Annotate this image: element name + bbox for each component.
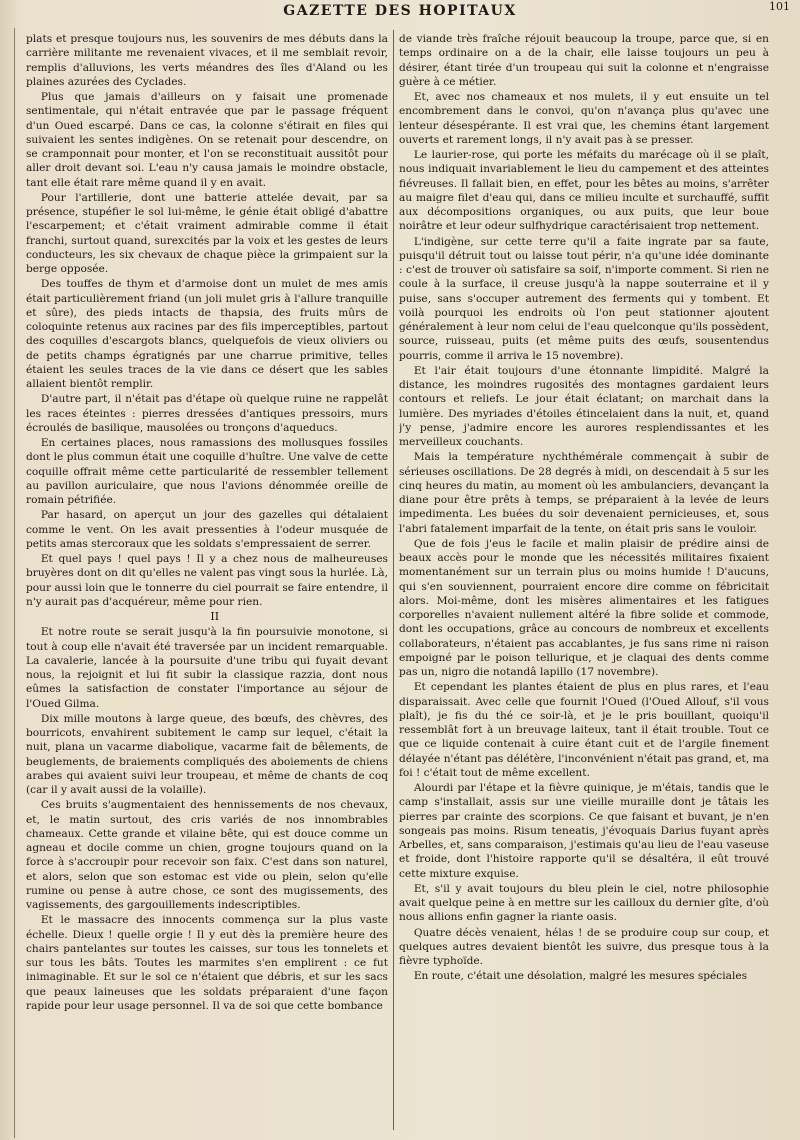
margin-rule — [14, 28, 15, 1138]
paragraph: Et l'air était toujours d'une étonnante limpidité. Malgré la distance, les moindres rugosités des montagnes gardaient leurs contours et reliefs. Le jour était éclatant; on marchait dans la lumière. Des myriades d'étoiles étincelaient dans la nuit, et, quand j'y pense, j'admire encore les aurores resplendissantes et les merveilleux couchants. — [399, 364, 769, 448]
page-number: 101 — [769, 0, 790, 13]
paragraph: Que de fois j'eus le facile et malin plaisir de prédire ainsi de beaux accès pour le monde que les nécessités militaires fixaient momentanément sur un terrain plus ou moins humide ! D'aucuns, qui s'en souviennent, pourraient encore dire comme on fébricitait alors. Moi-même, dont les misères alimentaires et les fatigues corporelles n'avaient nullement altéré la fibre solide et commode, dont les occupations, grâce au concours de nombreux et excellents collaborateurs, n'étaient pas accablantes, je fus sans rime ni raison empoigné par le poison tellurique, et je claquai des dents comme pas un, nigro die notandâ lapillo (17 novembre). — [399, 537, 769, 678]
paragraph: Et, s'il y avait toujours du bleu plein le ciel, notre philosophie avait quelque peine à en mettre sur les cailloux du dernier gîte, d'où nous allions enfin gagner la riante oasis. — [399, 882, 769, 924]
paragraph: Et notre route se serait jusqu'à la fin poursuivie monotone, si tout à coup elle n'avait été traversée par un incident remarquable. La cavalerie, lancée à la poursuite d'une tribu qui fuyait devant nous, la rejoignit et lui fit subir la classique razzia, dont nous eûmes la satisfaction de constater l'importance au séjour de l'Oued Gilma. — [26, 626, 388, 710]
paragraph: Le laurier-rose, qui porte les méfaits du marécage où il se plaît, nous indiquait invariablement le lieu du campement et des atteintes fiévreuses. Il fallait bien, en effet, pour les bêtes au moins, s'arrêter au maigre filet d'eau qui, dans ce milieu inculte et surchauffé, suffit aux décompositions organiques, ou aux puits, que leur boue noirâtre et leur odeur sulfhydrique caractérisaient trop nettement. — [399, 149, 769, 233]
paragraph: Et quel pays ! quel pays ! Il y a chez nous de malheureuses bruyères dont on dit qu'elles ne valent pas vingt sous la hurlée. Là, pour aussi loin que le tonnerre du ciel pourrait se faire entendre, il n'y aurait pas d'acquéreur, même pour rien. — [26, 553, 388, 608]
paragraph: Par hasard, on aperçut un jour des gazelles qui détalaient comme le vent. On les avait pressenties à l'odeur musquée de petits amas stercoraux que les soldats s'empressaient de serrer. — [26, 509, 388, 550]
paragraph: En route, c'était une désolation, malgré les mesures spéciales — [413, 970, 748, 983]
paragraph: En certaines places, nous ramassions des mollusques fossiles dont le plus commun était une coquille d'huître. Une valve de cette coquille offrait même cette particularité de ressembler tellement au pavillon auriculaire, que nous l'avions dénommée oreille de romain pétrifiée. — [26, 437, 388, 506]
section-number: II — [210, 610, 220, 623]
paragraph: Des touffes de thym et d'armoise dont un mulet de mes amis était particulièrement friand (un joli mulet gris à l'allure tranquille et sûre), des pieds intacts de thapsia, des fruits mûrs de coloquinte retenus aux racines par des fils imperceptibles, partout des coquilles d'escargots blancs, quelquefois de vieux oliviers ou de petits champs égratignés par une charrue primitive, telles étaient les seules traces de la vie dans ce désert que les sables allaient bientôt remplir. — [26, 278, 388, 390]
paragraph: Et, avec nos chameaux et nos mulets, il y eut ensuite un tel encombrement dans le convoi, qu'on n'avança plus qu'avec une lenteur désespérante. Il est vrai que, les chemins étant largement ouverts et rarement longs, il n'y avait pas à se presser. — [399, 91, 769, 146]
paragraph: Et cependant les plantes étaient de plus en plus rares, et l'eau disparaissait. Avec celle que fournit l'Oued (l'Oued Allouf, s'il vous plaît), je fis du thé ce soir-là, et je le pris bouillant, quoiqu'il ressemblât fort à un breuvage laiteux, tant il était trouble. Tout ce que ce liquide contenait à cuire étant cuit et de l'argile finement délayée n'étant pas délétère, l'inconvénient n'était pas grand, et, ma foi ! c'était tout de même excellent. — [399, 681, 769, 779]
paragraph: Dix mille moutons à large queue, des bœufs, des chèvres, des bourricots, envahirent subitement le camp sur lequel, c'était la nuit, plana un vacarme diabolique, vacarme fait de bêlements, de beuglements, de braiements compliqués des aboiements de chiens arabes qui avaient suivi leur troupeau, et même de chants de coq (car il y avait aussi de la volaille). — [26, 712, 388, 796]
paragraph: Pour l'artillerie, dont une batterie attelée devait, par sa présence, stupéfier le sol lui-même, le génie était obligé d'abattre l'escarpement; et c'était vraiment admirable comme il était franchi, surtout quand, surexcités par la voix et les gestes de leurs conducteurs, les six chevaux de chaque pièce la grimpaient sur la berge opposée. — [26, 191, 388, 275]
left-column — [26, 32, 388, 1127]
paragraph: Plus que jamais d'ailleurs on y faisait une promenade sentimentale, qui n'était entravée que par le passage fréquent d'un Oued escarpé. Dans ce cas, la colonne s'étirait en files qui suivaient les sentes indigènes. On se retenait pour descendre, on se cramponnait pour monter, et l'on se reconstituait aussitôt pour aller droit devant soi. L'eau n'y causa jamais le moindre obstacle, tant elle était rare même quand il y en avait. — [26, 91, 388, 189]
page-header — [0, 0, 800, 24]
paragraph: de viande très fraîche réjouit beaucoup la troupe, parce que, si en temps ordinaire on a de la chair, elle laisse toujours un peu à désirer, étant tirée d'un troupeau qui suit la colonne et n'engraisse guère à ce métier. — [399, 33, 769, 88]
right-column — [399, 32, 769, 1127]
journal-title: GAZETTE DES HOPITAUX — [283, 3, 517, 19]
paragraph: L'indigène, sur cette terre qu'il a faite ingrate par sa faute, puisqu'il détruit tout ou laisse tout périr, n'a qu'une idée dominante : c'est de trouver où satisfaire sa soif, n'importe comment. Si rien ne coule à la surface, il creuse jusqu'à la nappe souterraine et il y puise, sans s'occuper autrement des ferments qui y tombent. Et voilà pourquoi les endroits où l'on peut stationner ajoutent généralement à leur nom celui de l'eau quelconque qu'ils possèdent, source, ruisseau, puits (et même puits des œufs, sousentendus pourris, comme il arriva le 15 novembre). — [399, 235, 769, 362]
paragraph: plats et presque toujours nus, les souvenirs de mes débuts dans la carrière militante me revenaient vivaces, et il me semblait revoir, remplis d'alluvions, les verts méandres des îles d'Aland ou les plaines azurées des Cyclades. — [26, 33, 388, 88]
column-divider — [393, 30, 394, 1130]
paragraph: Alourdi par l'étape et la fièvre quinique, je m'étais, tandis que le camp s'installait, assis sur une vieille muraille dont je tâtais les pierres par crainte des scorpions. Ce que faisant et buvant, je n'en songeais pas moins. Risum teneatis, j'évoquais Darius fuyant après Arbelles, et, sans comparaison, j'estimais qu'au lieu de l'eau vaseuse et froide, dont l'histoire rapporte qu'il se désaltéra, il eût trouvé cette mixture exquise. — [399, 782, 769, 880]
paragraph: D'autre part, il n'était pas d'étape où quelque ruine ne rappelât les races éteintes : pierres dressées d'antiques pressoirs, murs écroulés de basilique, mausolées ou tronçons d'aqueducs. — [26, 393, 388, 434]
paragraph: Mais la température nychthémérale commençait à subir de sérieuses oscillations. De 28 degrés à midi, on descendait à 5 sur les cinq heures du matin, au moment où les ambulanciers, devançant la diane pour être prêts à temps, se préparaient à la levée de leurs impedimenta. Les buées du soir devenaient pernicieuses, et, sous l'abri fatalement imparfait de la tente, on était pris sans le vouloir. — [399, 451, 769, 535]
paragraph: Quatre décès venaient, hélas ! de se produire coup sur coup, et quelques autres devaient bientôt les suivre, dus presque tous à la fièvre typhoïde. — [399, 926, 769, 967]
paragraph: Et le massacre des innocents commença sur la plus vaste échelle. Dieux ! quelle orgie ! Il y eut dès la première heure des chairs pantelantes sur toutes les caisses, sur tous les tonnelets et sur tous les bâts. Toutes les marmites s'en emplirent : ce fut inimaginable. Et sur le sol ce n'étaient que débris, et sur les sacs que peaux laineuses que les soldats préparaient d'une façon rapide pour leur usage personnel. Il va de soi que cette bombance — [26, 914, 388, 1012]
paragraph: Ces bruits s'augmentaient des hennissements de nos chevaux, et, le matin surtout, des cris variés de nos innombrables chameaux. Cette grande et vilaine bête, qui est douce comme un agneau et docile comme un chien, grogne toujours quand on la force à s'accroupir pour recevoir son faix. C'est dans son naturel, et alors, selon que son estomac est vide ou plein, selon qu'elle rumine ou pense à autre chose, ce sont des mugissements, des vagissements, des gargouillements indescriptibles. — [26, 799, 388, 911]
